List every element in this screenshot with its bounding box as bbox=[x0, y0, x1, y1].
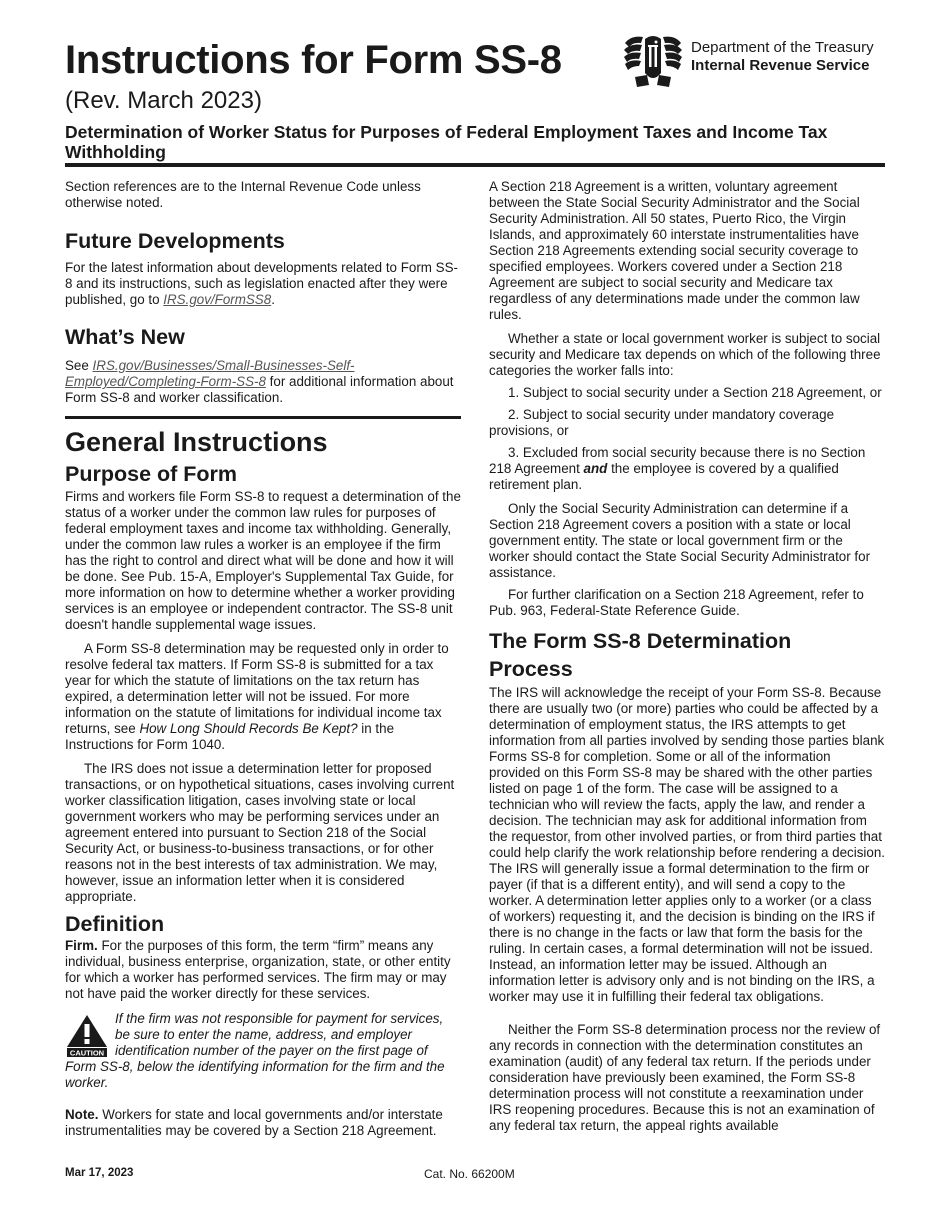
irs-eagle-logo-icon bbox=[621, 33, 685, 89]
whats-new-text bbox=[65, 358, 461, 406]
future-developments-heading: Future Developments bbox=[65, 229, 285, 253]
section-divider bbox=[65, 416, 461, 419]
categories-list bbox=[489, 385, 885, 493]
caution-label: CAUTION bbox=[69, 1048, 105, 1057]
completing-form-ss8-link[interactable]: IRS.gov/Businesses/Small-Businesses-Self-Employed/Completing-Form-SS-8 bbox=[65, 358, 355, 389]
general-instructions-heading: General Instructions bbox=[65, 427, 328, 457]
future-developments-text bbox=[65, 260, 461, 308]
note-body: Workers for state and local governments and/or interstate instrumentalities may be covered by a Section 218 Agreement. bbox=[65, 1107, 443, 1138]
ssa-paragraph: Only the Social Security Administration can determine if a Section 218 Agreement covers a position with a state or local government entity. The state or local government firm or the worker should contact the State Social Security Administrator for assistance. bbox=[489, 501, 871, 580]
title-divider bbox=[65, 163, 885, 167]
firm-definition bbox=[65, 938, 461, 1002]
list-item: 1. Subject to social security under a Section 218 Agreement, or bbox=[508, 385, 882, 400]
list-item bbox=[489, 445, 885, 493]
right-column bbox=[489, 179, 885, 1134]
revision-date: (Rev. March 2023) bbox=[65, 87, 262, 114]
left-column bbox=[65, 179, 461, 1139]
process-paragraph-1: The IRS will acknowledge the receipt of your Form SS-8. Because there are usually two (or more) parties who could be affected by a determination of employment status, the IRS attempts to get information from all parties involved by sending those parties blank Forms SS-8 for completion. Some or all of the information provided on this Form SS-8 may be shared with the other parties listed on page 1 of the form. The case will be assigned to a technician who will review the facts, apply the law, and render a decision. The technician may ask for additional information from the requestor, from other involved parties, or from third parties that could help clarify the work relationship before rendering a decision. The IRS will generally issue a formal determination to the firm or payer (if that is a different entity), and will send a copy to the worker. A determination letter applies only to a worker (or a class of workers) requesting it, and the decision is binding on the IRS if there is no change in the facts or law that form the basis for the ruling. In certain cases, a formal determination will not be issued. Instead, an information letter may be issued. Although an information letter is advisory only and is not binding on the IRS, a worker may use it in fulfilling their federal tax obligations. bbox=[489, 685, 885, 1004]
section-218-paragraph: A Section 218 Agreement is a written, voluntary agreement between the State Social Security Administrator and the Social Security Administration. All 50 states, Puerto Rico, the Virgin Islands, and approximately 60 interstate instrumentalities have Section 218 Agreements extending social security coverage to specified employees. Workers covered under a Section 218 Agreement are subject to social security and Medicare tax regardless of any determinations made under the common law rules. bbox=[489, 179, 860, 322]
whats-new-see: See bbox=[65, 358, 93, 373]
purpose-paragraph-3: The IRS does not issue a determination letter for proposed transactions, or on hypothetical situations, cases involving current worker classification litigation, cases involving state or local government workers who may be performing services under an agreement entered into pursuant to Section 218 of the Social Security Act, or business-to-business transactions, or for other reasons not in the best interests of tax administration. We may, however, issue an information letter when it is considered appropriate. bbox=[65, 761, 455, 904]
agency-name bbox=[691, 39, 874, 75]
form-subtitle: Determination of Worker Status for Purposes of Federal Employment Taxes and Income Tax Withholding bbox=[65, 122, 828, 162]
irs-formss8-link[interactable]: IRS.gov/FormSS8 bbox=[163, 292, 272, 307]
whats-new-after: for additional information about Form SS-8 and worker classification. bbox=[65, 374, 454, 405]
purpose-paragraph-2 bbox=[65, 641, 461, 753]
list-item-3-text: 3. Excluded from social security because there is no Section 218 Agreement bbox=[489, 445, 866, 476]
future-text: For the latest information about developments related to Form SS-8 and its instructions, such as legislation enacted after they were published, go to bbox=[65, 260, 458, 307]
future-text-end: . bbox=[271, 292, 275, 307]
page-title: Instructions for Form SS-8 bbox=[65, 38, 562, 82]
records-kept-ref: How Long Should Records Be Kept? bbox=[139, 721, 358, 736]
list-item-3-end: the employee is covered by a qualified retirement plan. bbox=[489, 461, 839, 492]
purpose-of-form-heading: Purpose of Form bbox=[65, 462, 238, 486]
caution-icon bbox=[65, 1013, 109, 1057]
intro-text: Section references are to the Internal Revenue Code unless otherwise noted. bbox=[65, 179, 421, 210]
firm-label: Firm. bbox=[65, 938, 98, 953]
process-paragraph-2: Neither the Form SS-8 determination process nor the review of any records in connection with the determination constitutes an examination (audit) of any federal tax return. If the periods under consideration have previously been examined, the Form SS-8 determination process will not constitute a reexamination under IRS reopening procedures. Because this is not an examination of any federal tax return, the appeal rights available bbox=[489, 1022, 881, 1133]
definition-heading: Definition bbox=[65, 912, 165, 936]
caution-text: If the firm was not responsible for payment for services, be sure to enter the name, address, and employer identification number of the payer on the first page of Form SS-8, below the identifying information for the firm and the worker. bbox=[65, 1011, 445, 1090]
note-text bbox=[65, 1107, 461, 1139]
purpose-paragraph-1: Firms and workers file Form SS-8 to request a determination of the status of a worker under the common law rules for purposes of federal employment taxes and income tax withholding. Generally, under the common law rules a worker is an employee if the firm has the right to control and direct what will be done and how it will be done. See Pub. 15-A, Employer's Supplemental Tax Guide, for more information on how to determine whether a worker providing services is an employee or independent contractor. The SS-8 unit doesn't handle supplemental wage issues. bbox=[65, 489, 461, 632]
list-item: 2. Subject to social security under mandatory coverage provisions, or bbox=[489, 407, 835, 438]
categories-paragraph: Whether a state or local government worker is subject to social security and Medicare tax depends on which of the following three categories the worker falls into: bbox=[489, 331, 881, 378]
firm-text: For the purposes of this form, the term “firm” means any individual, business enterprise, organization, state, or other entity for which a worker has performed services. The firm may or may not have paid the worker directly for these services. bbox=[65, 938, 451, 1001]
determination-process-heading: The Form SS-8 Determination Process bbox=[489, 629, 792, 681]
purpose-p2-end: in the Instructions for Form 1040. bbox=[65, 721, 395, 752]
caution-block bbox=[65, 1011, 461, 1091]
whats-new-heading: What’s New bbox=[65, 325, 185, 349]
footer-catalog-number: Cat. No. 66200M bbox=[424, 1167, 515, 1181]
purpose-p2-text: A Form SS-8 determination may be requested only in order to resolve federal tax matters. If Form SS-8 is submitted for a tax year for which the statute of limitations on the tax return has expired, a determination letter will not be issued. For more information on the statute of limitations for individual income tax returns, see bbox=[65, 641, 449, 736]
footer-date: Mar 17, 2023 bbox=[65, 1167, 134, 1179]
agency-line-irs: Internal Revenue Service bbox=[691, 57, 870, 74]
agency-line-department: Department of the Treasury bbox=[691, 39, 874, 56]
note-label: Note. bbox=[65, 1107, 99, 1122]
pub963-paragraph: For further clarification on a Section 218 Agreement, refer to Pub. 963, Federal-State Reference Guide. bbox=[489, 587, 864, 618]
list-item-3-emphasis: and bbox=[583, 461, 608, 476]
